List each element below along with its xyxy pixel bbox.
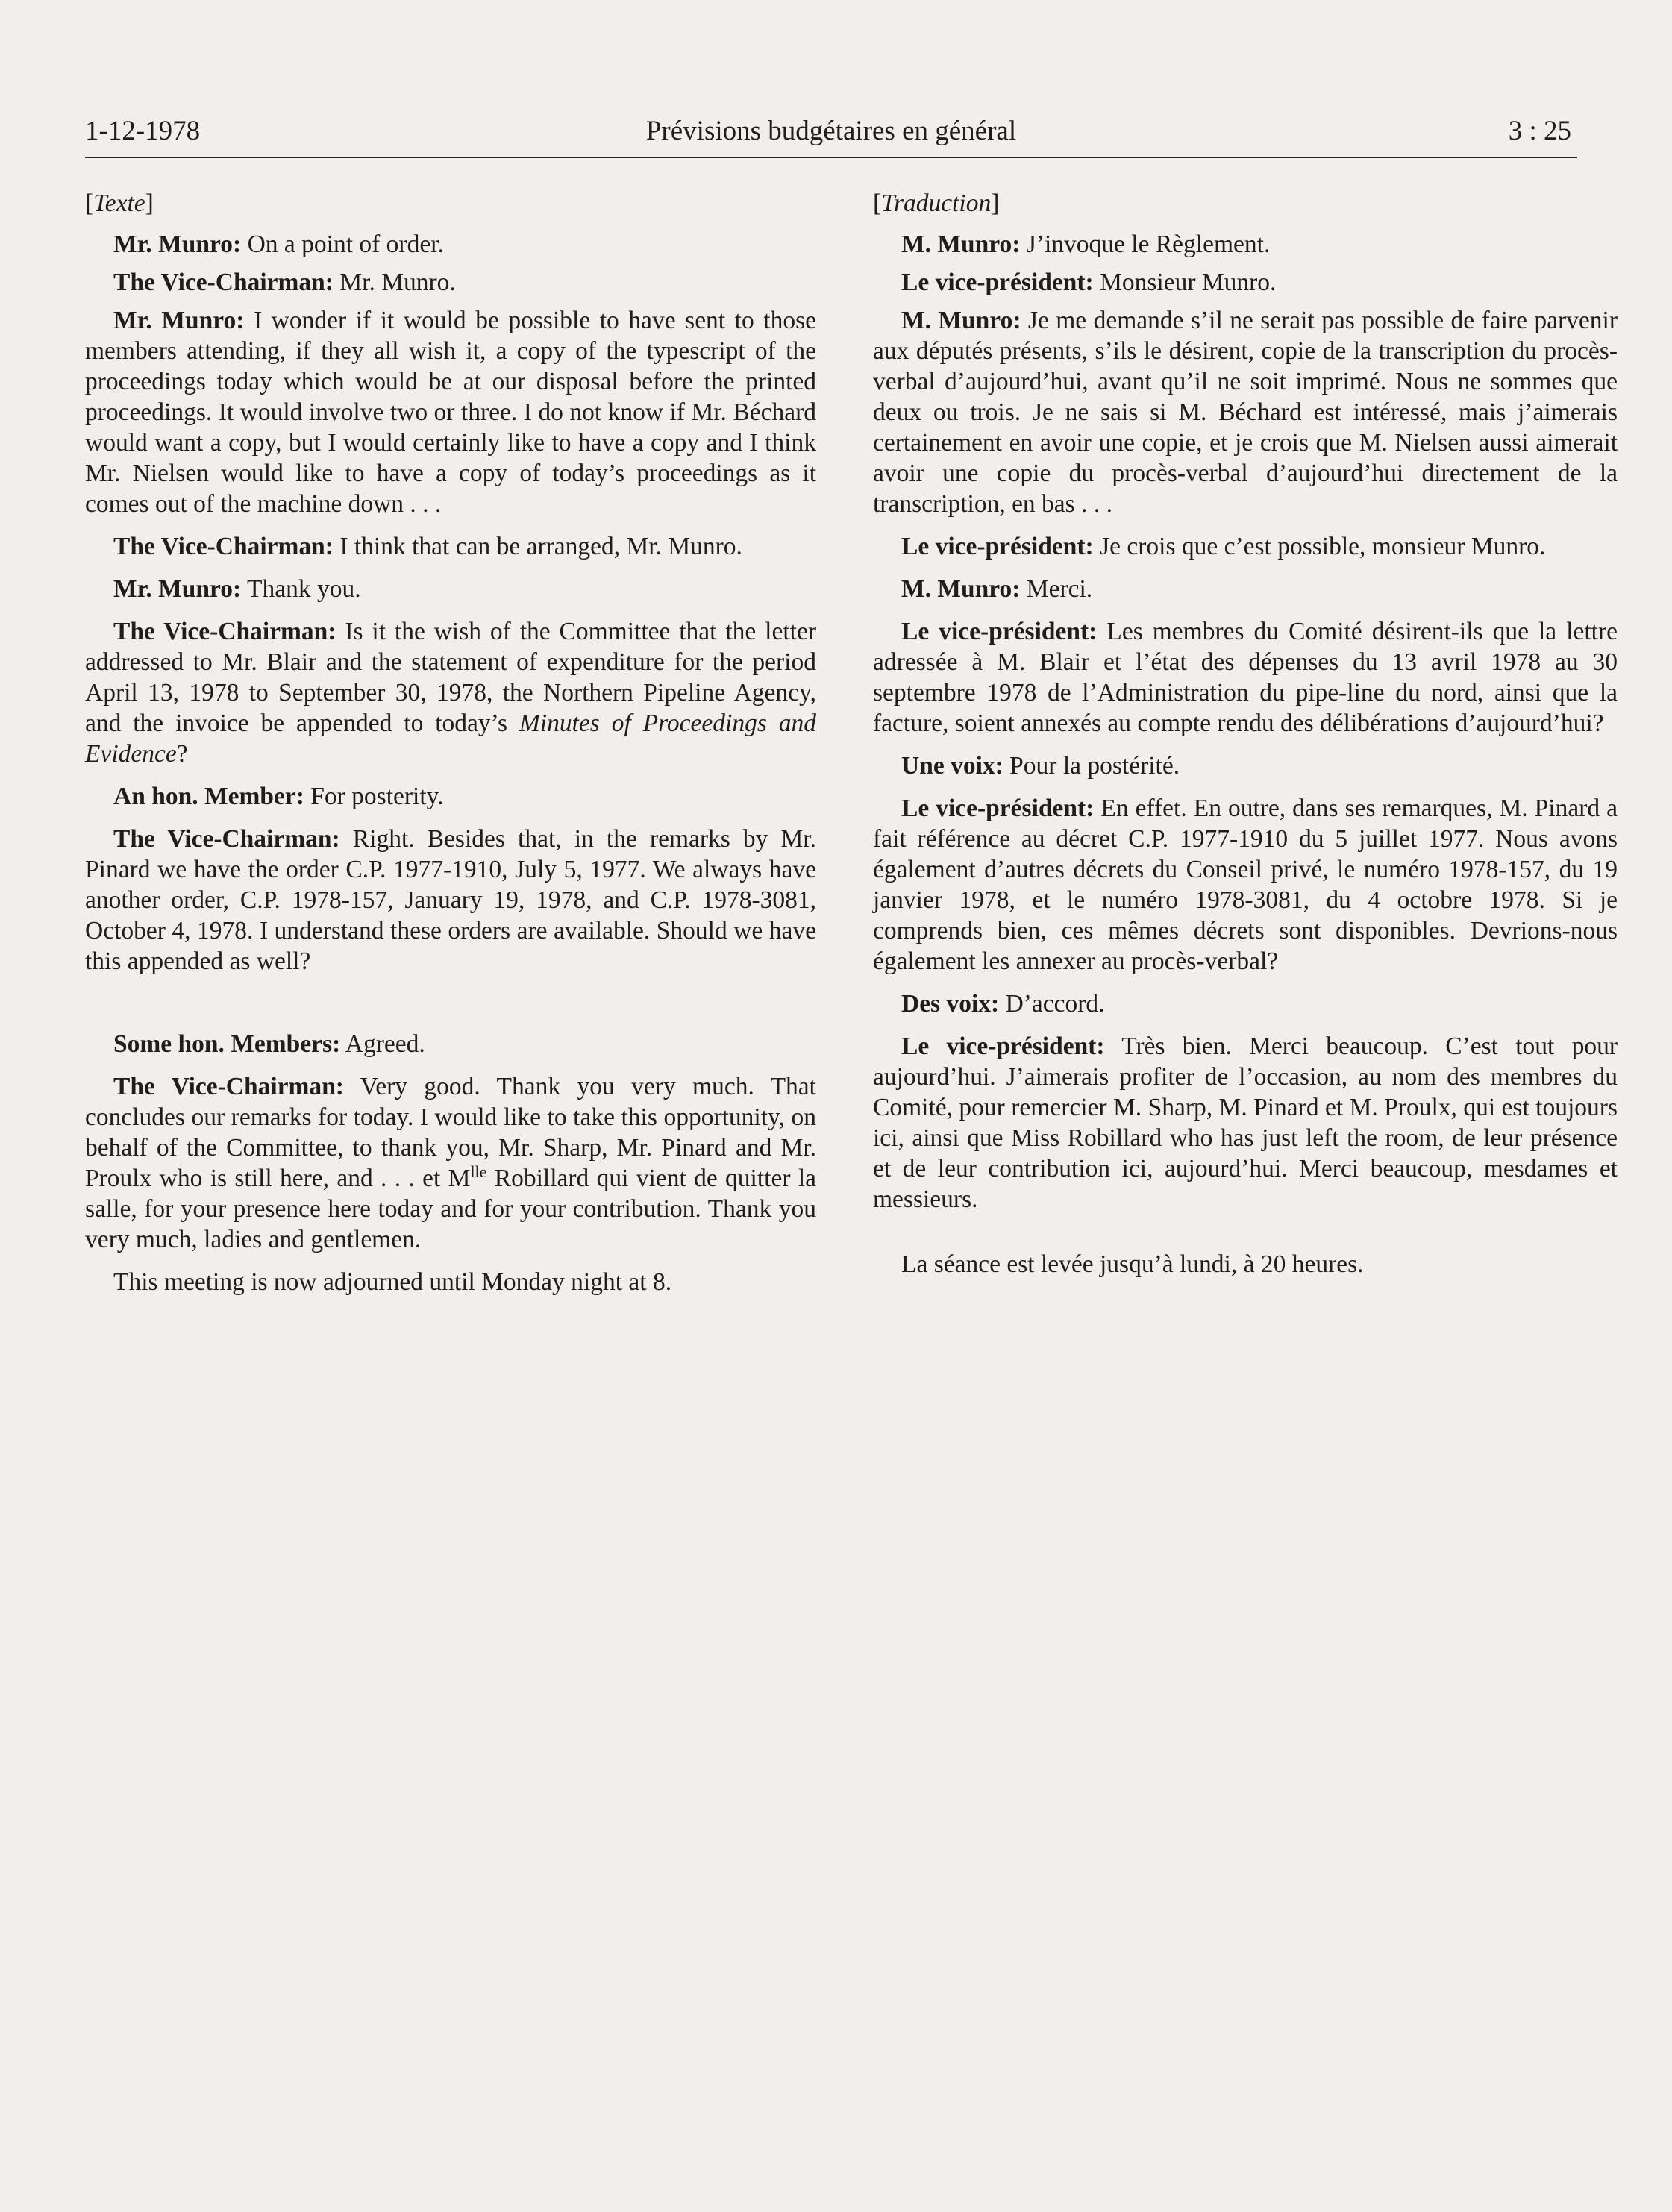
speaker-name: The Vice-Chairman: xyxy=(113,269,334,296)
speech-text: Agreed. xyxy=(340,1030,425,1058)
speech-paragraph xyxy=(85,1029,816,1059)
speech-paragraph xyxy=(85,1071,816,1255)
speech-text: Very good. Thank you very much. That concludes our remarks for today. I would like to take this opportunity, on behalf of the Committee, to thank you, Mr. Sharp, Mr. Pinard and Mr. Proulx who is still here, and . . . et M xyxy=(85,1073,816,1192)
speaker-name: Mr. Munro: xyxy=(113,307,245,334)
speech-paragraph xyxy=(85,616,816,769)
speaker-name: Mr. Munro: xyxy=(113,575,242,603)
speech-text: Je me demande s’il ne serait pas possible de faire parvenir aux députés présents, s’ils le désirent, copie de la transcription du procès-verbal d’aujourd’hui, avant qu’il ne soit imprimé. Nous ne sommes que deux ou trois. Je ne sais si M. Béchard est intéressé, mais j’aimerais certainement en avoir une copie, et je crois que M. Nielsen aussi aimerait avoir une copie du procès-verbal d’aujourd’hui directement de la transcription, en bas . . . xyxy=(873,307,1618,518)
speaker-name: An hon. Member: xyxy=(113,783,304,810)
speech-text: For posterity. xyxy=(304,783,444,810)
speech-text: Is it the wish of the Committee that the letter addressed to Mr. Blair and the statement of expenditure for the period April 13, 1978 to September 30, 1978, the Northern Pipeline Agency, and the invoice be appended to today’s xyxy=(85,618,816,737)
speaker-name: Des voix: xyxy=(901,990,1000,1018)
speech-paragraph xyxy=(873,229,1618,260)
speaker-name: Le vice-président: xyxy=(901,533,1094,560)
french-column xyxy=(873,188,1618,1291)
speech-text: On a point of order. xyxy=(241,231,444,258)
speech-paragraph xyxy=(873,574,1618,604)
speech-paragraph xyxy=(873,305,1618,519)
running-header xyxy=(85,112,1577,158)
speech-paragraph xyxy=(85,574,816,604)
speech-paragraph xyxy=(85,267,816,298)
speaker-name: The Vice-Chairman: xyxy=(113,533,334,560)
speech-text: En effet. En outre, dans ses remarques, M. Pinard a fait référence au décret C.P. 1977-1910 du 5 juillet 1977. Nous avons également d’autres décrets du Conseil privé, le numéro 1978-157, du 19 janvier 1978, et le numéro 1978-3081, du 4 octobre 1978. Si je comprends bien, ces mêmes décrets sont disponibles. Devrions-nous également les annexer au procès-verbal? xyxy=(873,795,1618,975)
speaker-name: Le vice-président: xyxy=(901,795,1095,822)
speech-tail: Robillard qui vient de quitter la salle, for your presence here today and for your contribution. Thank you very much, ladies and gentlemen. xyxy=(85,1165,816,1253)
header-date: 1-12-1978 xyxy=(85,116,201,146)
speech-text: Right. Besides that, in the remarks by Mr. Pinard we have the order C.P. 1977-1910, July 5, 1977. We always have another order, C.P. 1978-157, January 19, 1978, and C.P. 1978-3081, October 4, 1978. I understand these orders are available. Should we have this appended as well? xyxy=(85,825,816,975)
speech-paragraph xyxy=(85,781,816,812)
speech-paragraph xyxy=(873,988,1618,1019)
speech-text: Pour la postérité. xyxy=(1003,752,1180,780)
speaker-name: Le vice-président: xyxy=(901,618,1098,645)
speaker-name: M. Munro: xyxy=(901,307,1021,334)
speech-tail: ? xyxy=(176,740,188,768)
speech-paragraph xyxy=(873,793,1618,977)
speech-text: This meeting is now adjourned until Monday night at 8. xyxy=(113,1268,672,1296)
paragraph-gap xyxy=(85,988,816,1029)
speaker-name: M. Munro: xyxy=(901,231,1021,258)
header-title: Prévisions budgétaires en général xyxy=(645,116,1017,146)
english-column xyxy=(85,188,816,1309)
paragraph-gap xyxy=(873,1226,1618,1249)
speech-text: Mr. Munro. xyxy=(333,269,456,296)
adjournment-paragraph xyxy=(85,1267,816,1297)
speaker-name: Le vice-président: xyxy=(901,269,1094,296)
speech-text: J’invoque le Règlement. xyxy=(1020,231,1271,258)
speaker-name: M. Munro: xyxy=(901,575,1021,603)
speaker-name: The Vice-Chairman: xyxy=(113,1073,344,1100)
speech-text: I wonder if it would be possible to have sent to those members attending, if they all wish it, a copy of the typescript of the proceedings today which would be at our disposal before the printed proceedings. It would involve two or three. I do not know if Mr. Béchard would want a copy, but I would certainly like to have a copy and I think Mr. Nielsen would like to have a copy of today’s proceedings as it comes out of the machine down . . . xyxy=(85,307,817,518)
speaker-name: Mr. Munro: xyxy=(113,231,242,258)
speaker-name: Le vice-président: xyxy=(901,1033,1105,1060)
speech-text: Thank you. xyxy=(241,575,361,603)
speech-text: Monsieur Munro. xyxy=(1093,269,1277,296)
header-page-number: 3 : 25 xyxy=(1508,116,1571,146)
speaker-name: Une voix: xyxy=(901,752,1003,780)
speech-paragraph xyxy=(873,616,1618,739)
speaker-name: The Vice-Chairman: xyxy=(113,825,340,853)
speaker-name: Some hon. Members: xyxy=(113,1030,341,1058)
speech-paragraph xyxy=(85,229,816,260)
speech-text: I think that can be arranged, Mr. Munro. xyxy=(333,533,742,560)
adjournment-paragraph xyxy=(873,1249,1618,1279)
speech-paragraph xyxy=(873,751,1618,781)
speech-paragraph xyxy=(85,305,816,519)
translation-marker: [Traduction] xyxy=(873,189,1000,217)
speech-text: Les membres du Comité désirent-ils que la lettre adressée à M. Blair et l’état des dépenses du 13 avril 1978 au 30 septembre 1978 de l’Administration du pipe-line du nord, ainsi que la facture, soient annexés au compte rendu des délibérations d’aujourd’hui? xyxy=(873,618,1618,737)
speech-paragraph xyxy=(873,531,1618,562)
speech-paragraph xyxy=(85,531,816,562)
superscript: lle xyxy=(470,1162,487,1181)
speech-paragraph xyxy=(873,267,1618,298)
speech-italic-title: Minutes of Proceedings and Evidence xyxy=(85,709,817,768)
speech-text: Je crois que c’est possible, monsieur Munro. xyxy=(1093,533,1546,560)
text-marker: [Texte] xyxy=(85,189,154,217)
speech-text: Merci. xyxy=(1020,575,1093,603)
speaker-name: The Vice-Chairman: xyxy=(113,618,336,645)
speech-paragraph xyxy=(85,824,816,977)
speech-text: La séance est levée jusqu’à lundi, à 20 heures. xyxy=(901,1250,1364,1278)
speech-paragraph xyxy=(873,1031,1618,1215)
speech-text: Très bien. Merci beaucoup. C’est tout pour aujourd’hui. J’aimerais profiter de l’occasion, au nom des membres du Comité, pour remercier M. Sharp, M. Pinard et M. Proulx, qui est toujours ici, ainsi que Miss Robillard who has just left the room, de leur présence et de leur contribution ici, aujourd’hui. Merci beaucoup, mesdames et messieurs. xyxy=(873,1033,1618,1213)
speech-text: D’accord. xyxy=(999,990,1105,1018)
